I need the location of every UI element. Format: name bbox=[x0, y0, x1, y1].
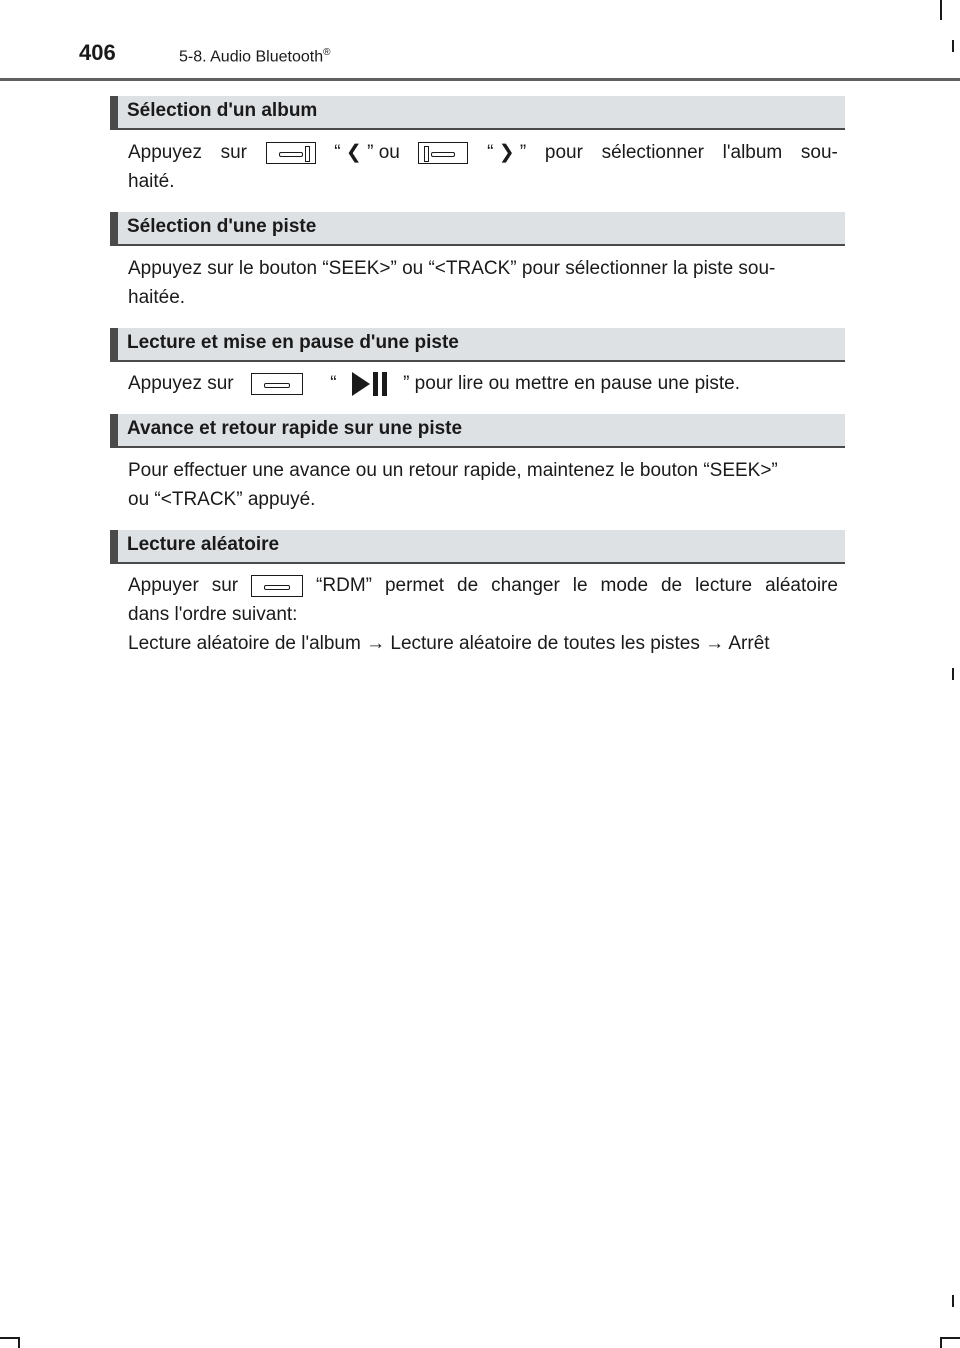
crop-mark bbox=[940, 1337, 960, 1339]
section-heading-text: Lecture et mise en pause d'une piste bbox=[127, 332, 459, 353]
text-word: sélectionner bbox=[601, 142, 705, 163]
text-word: aléatoire bbox=[765, 575, 838, 596]
text-word: lecture bbox=[695, 575, 753, 596]
paragraph-album bbox=[128, 138, 838, 196]
text-word: de bbox=[660, 575, 683, 596]
section-heading-track bbox=[110, 212, 845, 246]
text-word: de bbox=[457, 575, 479, 596]
arrow-icon: → bbox=[705, 633, 725, 654]
text-segment: Appuyez sur bbox=[128, 373, 234, 394]
crop-mark bbox=[952, 40, 954, 52]
text-word: “ ❯ ” bbox=[487, 142, 527, 163]
paragraph-play-pause bbox=[128, 369, 838, 398]
paragraph-line: haitée. bbox=[128, 287, 186, 308]
crop-mark bbox=[0, 1337, 20, 1339]
text-word: le bbox=[572, 575, 588, 596]
paragraph-line: haité. bbox=[128, 171, 175, 192]
registered-mark: ® bbox=[323, 47, 331, 58]
text-word: mode bbox=[600, 575, 649, 596]
crop-mark bbox=[952, 1295, 954, 1307]
crop-mark bbox=[940, 1337, 942, 1348]
section-reference bbox=[179, 47, 330, 66]
text-segment: Lecture aléatoire de l'album bbox=[128, 633, 361, 654]
page-header bbox=[0, 0, 960, 82]
paragraph-line: ou “<TRACK” appuyé. bbox=[128, 489, 316, 510]
paragraph-track bbox=[128, 254, 838, 312]
crop-mark bbox=[952, 668, 954, 680]
text-word: “RDM” bbox=[316, 575, 372, 596]
text-word: sur bbox=[220, 142, 247, 163]
paragraph-fast-forward bbox=[128, 456, 838, 514]
play-pause-icon bbox=[350, 371, 390, 397]
crop-mark bbox=[18, 1337, 20, 1348]
steering-switch-icon bbox=[266, 142, 316, 164]
section-heading-album bbox=[110, 96, 845, 130]
section-heading-text: Avance et retour rapide sur une piste bbox=[127, 418, 463, 439]
text-word: “ ❮ ” ou bbox=[334, 142, 400, 163]
text-word: Appuyez bbox=[128, 142, 202, 163]
text-segment: Arrêt bbox=[728, 633, 770, 654]
text-word: sur bbox=[211, 575, 239, 596]
section-heading-text: Sélection d'un album bbox=[127, 100, 318, 121]
text-word: pour bbox=[544, 142, 583, 163]
steering-switch-icon bbox=[251, 373, 303, 395]
section-heading-text: Lecture aléatoire bbox=[127, 534, 280, 555]
section-heading-play-pause bbox=[110, 328, 845, 362]
paragraph-line bbox=[128, 369, 838, 398]
paragraph-line: Pour effectuer une avance ou un retour rapide, maintenez le bouton “SEEK>” bbox=[128, 460, 778, 481]
paragraph-line bbox=[128, 571, 838, 600]
text-word: sou- bbox=[800, 142, 838, 163]
crop-mark bbox=[940, 0, 942, 20]
section-heading-random bbox=[110, 530, 845, 564]
text-word: l'album bbox=[722, 142, 783, 163]
arrow-icon: → bbox=[366, 633, 386, 654]
text-segment: “ bbox=[330, 373, 337, 394]
text-segment: Lecture aléatoire de toutes les pistes bbox=[390, 633, 700, 654]
paragraph-line: Appuyez sur le bouton “SEEK>” ou “<TRACK” pour sélectionner la piste sou- bbox=[128, 258, 776, 279]
steering-switch-icon bbox=[418, 142, 468, 164]
text-word: Appuyer bbox=[128, 575, 199, 596]
paragraph-line: dans l'ordre suivant: bbox=[128, 604, 298, 625]
paragraph-line bbox=[128, 629, 838, 658]
text-word: permet bbox=[384, 575, 445, 596]
section-heading-fast-forward bbox=[110, 414, 845, 448]
section-heading-text: Sélection d'une piste bbox=[127, 216, 317, 237]
steering-switch-icon bbox=[251, 575, 303, 597]
text-word: changer bbox=[491, 575, 560, 596]
page-number: 406 bbox=[79, 40, 116, 65]
paragraph-random bbox=[128, 571, 838, 658]
section-title: 5-8. Audio Bluetooth bbox=[179, 48, 324, 66]
header-rule bbox=[0, 78, 960, 81]
paragraph-line bbox=[128, 138, 838, 167]
text-segment: ” pour lire ou mettre en pause une piste. bbox=[403, 373, 740, 394]
